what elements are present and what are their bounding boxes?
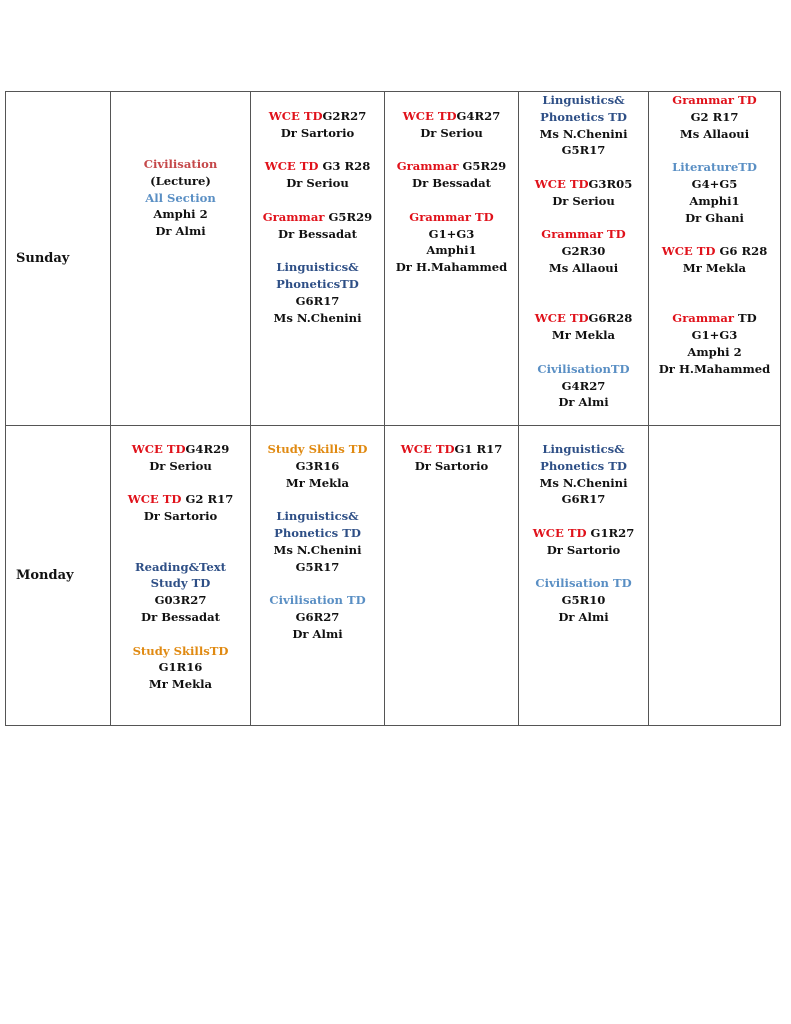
- course-label: Linguistics&: [276, 509, 359, 524]
- course-detail: G2 R17: [181, 492, 234, 507]
- course-detail: G5R10: [561, 593, 606, 608]
- schedule-line: [111, 609, 250, 626]
- schedule-line: [519, 525, 648, 542]
- course-detail: Mr Mekla: [148, 677, 213, 692]
- schedule-line: [251, 609, 384, 626]
- blank-line: [519, 159, 648, 176]
- course-detail: Amphi1: [426, 243, 477, 258]
- slot-cell: [251, 426, 385, 726]
- course-label: LiteratureTD: [672, 160, 757, 175]
- blank-line: [649, 294, 780, 311]
- course-detail: G1+G3: [691, 328, 738, 343]
- course-detail: Dr Sartorio: [414, 458, 489, 473]
- course-detail: Ms N.Chenini: [539, 126, 628, 141]
- course-label: CivilisationTD: [537, 361, 630, 376]
- schedule-line: [111, 190, 250, 207]
- schedule-line: [111, 491, 250, 508]
- schedule-line: [519, 475, 648, 492]
- course-detail: Dr Seriou: [149, 458, 212, 473]
- schedule-line: [385, 108, 518, 125]
- blank-line: [385, 192, 518, 209]
- blank-line: [251, 575, 384, 592]
- course-label: Grammar TD: [541, 227, 626, 242]
- course-label: Civilisation TD: [269, 593, 366, 608]
- course-label: WCE TD: [534, 176, 589, 191]
- schedule-line: [251, 475, 384, 492]
- course-label: Civilisation TD: [535, 576, 632, 591]
- schedule-line: [519, 109, 648, 126]
- course-label: Grammar: [396, 159, 459, 174]
- schedule-line: [251, 209, 384, 226]
- course-label: WCE TD: [127, 492, 182, 507]
- schedule-line: [385, 209, 518, 226]
- course-label: WCE TD: [661, 244, 716, 259]
- course-detail: Dr H.Mahammed: [658, 361, 771, 376]
- course-detail: G5R29: [324, 209, 373, 224]
- course-label: Grammar: [672, 311, 734, 326]
- course-detail: G5R29: [458, 159, 507, 174]
- schedule-line: [519, 458, 648, 475]
- course-label: Phonetics TD: [274, 525, 361, 540]
- course-detail: Mr Mekla: [551, 328, 616, 343]
- course-detail: Dr Almi: [558, 395, 609, 410]
- course-label: Grammar TD: [409, 209, 494, 224]
- schedule-line: [519, 92, 648, 109]
- schedule-line: [251, 525, 384, 542]
- blank-line: [111, 475, 250, 492]
- course-detail: Dr Sartorio: [546, 542, 621, 557]
- course-detail: G6 R28: [715, 244, 768, 259]
- slot-cell: [649, 92, 781, 426]
- schedule-line: [649, 361, 780, 378]
- schedule-line: [519, 491, 648, 508]
- schedule-line: [251, 542, 384, 559]
- schedule-line: [251, 175, 384, 192]
- slot-cell-empty: [649, 426, 781, 726]
- schedule-line: [649, 92, 780, 109]
- course-detail: Mr Mekla: [285, 475, 350, 490]
- course-label: Reading&Text: [135, 559, 226, 574]
- blank-line: [519, 210, 648, 227]
- schedule-line: [519, 176, 648, 193]
- course-detail: Dr Sartorio: [143, 509, 218, 524]
- schedule-line: [649, 210, 780, 227]
- course-label: WCE TD: [264, 159, 319, 174]
- blank-line: [649, 226, 780, 243]
- course-detail: Dr Almi: [292, 626, 343, 641]
- course-detail: G6R17: [561, 492, 606, 507]
- course-label: Linguistics&: [542, 93, 625, 107]
- slot-cell: [111, 426, 251, 726]
- slot-cell: [385, 92, 519, 426]
- schedule-line: [519, 226, 648, 243]
- course-detail: TD: [733, 311, 757, 326]
- course-label: All Section: [145, 190, 216, 205]
- schedule-line: [251, 226, 384, 243]
- course-label: WCE TD: [402, 109, 457, 123]
- schedule-line: [111, 559, 250, 576]
- schedule-line: [111, 575, 250, 592]
- day-label-monday: Monday: [6, 426, 111, 726]
- blank-line: [111, 542, 250, 559]
- schedule-line: [251, 293, 384, 310]
- course-label: WCE TD: [131, 442, 186, 456]
- course-label: WCE TD: [268, 109, 323, 123]
- course-detail: Dr Bessadat: [278, 226, 357, 241]
- course-detail: Ms Allaoui: [679, 126, 750, 141]
- course-detail: (Lecture): [150, 173, 211, 188]
- schedule-line: [385, 158, 518, 175]
- schedule-line: [251, 626, 384, 643]
- course-label: Study Skills TD: [267, 442, 368, 456]
- schedule-line: [519, 592, 648, 609]
- schedule-line: [251, 458, 384, 475]
- course-label: WCE TD: [534, 311, 589, 326]
- day-label-sunday: Sunday: [6, 92, 111, 426]
- course-detail: Dr Bessadat: [412, 176, 491, 191]
- course-label: Linguistics&: [276, 260, 359, 275]
- schedule-line: [111, 659, 250, 676]
- course-detail: G5R17: [561, 143, 606, 158]
- schedule-line: [385, 259, 518, 276]
- schedule-line: [649, 344, 780, 361]
- schedule-line: [519, 394, 648, 411]
- schedule-line: [251, 310, 384, 327]
- course-detail: Amphi1: [689, 193, 740, 208]
- course-detail: Ms Allaoui: [548, 260, 619, 275]
- blank-line: [519, 277, 648, 294]
- course-detail: G4+G5: [691, 176, 738, 191]
- schedule-line: [649, 310, 780, 327]
- schedule-line: [519, 126, 648, 143]
- schedule-line: [251, 508, 384, 525]
- course-detail: G03R27: [154, 593, 207, 608]
- course-label: Grammar: [262, 209, 325, 224]
- schedule-line: [111, 592, 250, 609]
- slot-cell: [251, 92, 385, 426]
- schedule-line: [251, 259, 384, 276]
- schedule-line: [649, 327, 780, 344]
- schedule-line: [519, 575, 648, 592]
- schedule-line: [649, 159, 780, 176]
- course-label: WCE TD: [400, 442, 455, 456]
- schedule-line: [251, 441, 384, 458]
- course-detail: Dr H.Mahammed: [395, 260, 508, 275]
- course-detail: G1R16: [158, 660, 203, 675]
- blank-line: [649, 277, 780, 294]
- course-label: Phonetics TD: [540, 458, 627, 473]
- course-detail: G3R05: [588, 176, 633, 191]
- slot-cell: [519, 426, 649, 726]
- course-detail: G3 R28: [318, 159, 371, 174]
- course-detail: G1+G3: [428, 226, 475, 241]
- course-detail: Dr Sartorio: [280, 125, 355, 140]
- course-detail: G2R30: [561, 244, 606, 259]
- course-detail: G4R27: [456, 109, 501, 123]
- schedule-line: [519, 542, 648, 559]
- schedule-line: [251, 108, 384, 125]
- course-detail: Dr Almi: [155, 224, 206, 239]
- course-detail: G6R27: [295, 609, 340, 624]
- blank-line: [111, 525, 250, 542]
- course-detail: Dr Almi: [558, 609, 609, 624]
- course-detail: G6R17: [295, 293, 340, 308]
- course-label: Civilisation: [143, 157, 218, 171]
- schedule-line: [519, 142, 648, 159]
- schedule-line: [111, 458, 250, 475]
- schedule-line: [649, 176, 780, 193]
- blank-line: [251, 242, 384, 259]
- blank-line: [385, 142, 518, 159]
- slot-cell: [385, 426, 519, 726]
- schedule-line: [251, 276, 384, 293]
- schedule-line: [649, 243, 780, 260]
- schedule-line: [385, 125, 518, 142]
- course-detail: Ms N.Chenini: [539, 475, 628, 490]
- course-label: Linguistics&: [542, 442, 625, 456]
- schedule-line: [519, 260, 648, 277]
- blank-line: [111, 626, 250, 643]
- course-detail: G1R27: [586, 525, 635, 540]
- course-detail: Amphi 2: [687, 344, 742, 359]
- schedule-line: [385, 458, 518, 475]
- course-detail: Ms N.Chenini: [273, 542, 362, 557]
- schedule-line: [385, 242, 518, 259]
- course-label: Study TD: [150, 576, 211, 591]
- course-detail: G5R17: [295, 559, 340, 574]
- schedule-line: [111, 173, 250, 190]
- schedule-line: [251, 125, 384, 142]
- schedule-line: [649, 126, 780, 143]
- blank-line: [519, 559, 648, 576]
- course-detail: Dr Ghani: [685, 210, 744, 225]
- schedule-line: [111, 508, 250, 525]
- schedule-line: [111, 223, 250, 240]
- schedule-line: [111, 441, 250, 458]
- course-detail: Dr Seriou: [552, 193, 615, 208]
- schedule-line: [385, 226, 518, 243]
- course-label: PhoneticsTD: [276, 276, 359, 291]
- schedule-line: [519, 361, 648, 378]
- course-detail: G1 R17: [454, 442, 503, 456]
- schedule-line: [519, 193, 648, 210]
- timetable: [5, 91, 781, 726]
- course-label: Phonetics TD: [540, 109, 627, 124]
- course-label: Study SkillsTD: [132, 643, 229, 658]
- schedule-line: [111, 676, 250, 693]
- schedule-line: [111, 206, 250, 223]
- schedule-line: [111, 643, 250, 660]
- schedule-line: [519, 378, 648, 395]
- schedule-line: [251, 559, 384, 576]
- schedule-line: [111, 156, 250, 173]
- schedule-line: [649, 260, 780, 277]
- schedule-line: [251, 592, 384, 609]
- schedule-line: [385, 441, 518, 458]
- course-detail: G4R27: [561, 378, 606, 393]
- row-sunday: [6, 92, 781, 426]
- blank-line: [519, 294, 648, 311]
- schedule-line: [519, 609, 648, 626]
- schedule-line: [519, 441, 648, 458]
- blank-line: [251, 491, 384, 508]
- course-detail: Dr Seriou: [420, 125, 483, 140]
- slot-cell: [519, 92, 649, 426]
- course-detail: Ms N.Chenini: [273, 310, 362, 325]
- slot-cell: [111, 92, 251, 426]
- schedule-line: [519, 243, 648, 260]
- course-detail: Dr Bessadat: [141, 609, 220, 624]
- schedule-line: [519, 327, 648, 344]
- schedule-line: [385, 175, 518, 192]
- row-monday: [6, 426, 781, 726]
- course-detail: Amphi 2: [153, 207, 208, 222]
- course-label: Grammar TD: [672, 93, 757, 107]
- course-detail: Dr Seriou: [286, 176, 349, 191]
- blank-line: [251, 192, 384, 209]
- schedule-line: [649, 193, 780, 210]
- blank-line: [649, 142, 780, 159]
- course-detail: G2 R17: [690, 109, 739, 124]
- blank-line: [251, 142, 384, 159]
- course-detail: G4R29: [185, 442, 230, 456]
- course-detail: Mr Mekla: [682, 260, 747, 275]
- schedule-line: [649, 109, 780, 126]
- course-detail: G6R28: [588, 311, 633, 326]
- blank-line: [519, 508, 648, 525]
- course-label: WCE TD: [532, 525, 587, 540]
- schedule-line: [251, 158, 384, 175]
- course-detail: G3R16: [295, 458, 340, 473]
- course-detail: G2R27: [322, 109, 367, 123]
- schedule-line: [519, 310, 648, 327]
- blank-line: [519, 344, 648, 361]
